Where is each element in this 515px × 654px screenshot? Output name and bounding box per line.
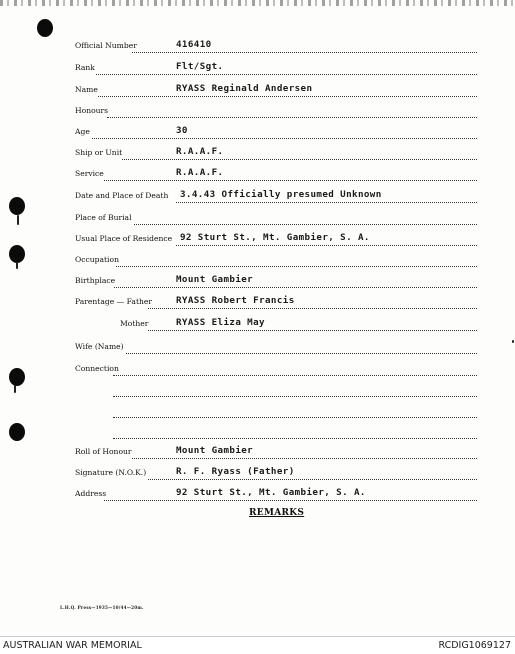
field-label: Honours bbox=[75, 106, 109, 115]
field-usual-residence bbox=[0, 231, 515, 247]
field-value: RYASS Eliza May bbox=[176, 317, 265, 328]
field-date-place-death bbox=[0, 188, 515, 204]
field-value: R.A.A.F. bbox=[176, 167, 224, 178]
field-ship-or-unit bbox=[0, 145, 515, 161]
dotted-line bbox=[126, 352, 477, 354]
field-label: Signature (N.O.K.) bbox=[75, 468, 147, 477]
field-birthplace bbox=[0, 273, 515, 289]
dotted-line bbox=[132, 51, 477, 53]
punch-hole bbox=[37, 19, 53, 37]
field-parentage-mother bbox=[0, 316, 515, 332]
dotted-line bbox=[107, 116, 477, 118]
field-rank bbox=[0, 60, 515, 76]
dotted-line bbox=[122, 158, 477, 160]
dotted-line bbox=[113, 437, 477, 439]
dotted-line bbox=[132, 457, 477, 459]
dotted-line bbox=[148, 478, 477, 480]
field-label: Parentage — Father bbox=[75, 297, 153, 306]
field-label: Connection bbox=[75, 364, 119, 373]
field-honours bbox=[0, 103, 515, 119]
field-label: Date and Place of Death bbox=[75, 191, 169, 200]
dotted-line bbox=[104, 499, 477, 501]
connection-extra-line bbox=[0, 403, 515, 419]
dotted-line bbox=[148, 307, 477, 309]
field-value: R. F. Ryass (Father) bbox=[176, 466, 295, 477]
dotted-line bbox=[148, 329, 477, 331]
dotted-line bbox=[114, 286, 477, 288]
field-label: Age bbox=[75, 127, 90, 136]
dotted-line bbox=[113, 395, 477, 397]
field-label: Official Number bbox=[75, 41, 137, 50]
remarks-heading: REMARKS bbox=[249, 508, 305, 518]
field-value: 30 bbox=[176, 125, 188, 136]
connection-extra-line bbox=[0, 382, 515, 398]
field-value: R.A.A.F. bbox=[176, 146, 224, 157]
dotted-line bbox=[176, 244, 477, 246]
field-label: Ship or Unit bbox=[75, 148, 123, 157]
field-age bbox=[0, 124, 515, 140]
field-label: Usual Place of Residence bbox=[75, 234, 173, 243]
dotted-line bbox=[113, 374, 477, 376]
field-label: Address bbox=[75, 489, 107, 498]
field-value: Mount Gambier bbox=[176, 445, 254, 456]
field-value: 92 Sturt St., Mt. Gambier, S. A. bbox=[176, 487, 366, 498]
dotted-line bbox=[96, 73, 477, 75]
field-label: Wife (Name) bbox=[75, 342, 124, 351]
field-official-number bbox=[0, 38, 515, 54]
dotted-line bbox=[104, 179, 477, 181]
dotted-line bbox=[92, 137, 477, 139]
field-address bbox=[0, 486, 515, 502]
field-label: Birthplace bbox=[75, 276, 116, 285]
field-value: 92 Sturt St., Mt. Gambier, S. A. bbox=[180, 232, 370, 243]
field-value: Flt/Sgt. bbox=[176, 61, 224, 72]
field-value: 416410 bbox=[176, 39, 212, 50]
field-label: Name bbox=[75, 85, 98, 94]
field-label: Occupation bbox=[75, 255, 119, 264]
dotted-line bbox=[116, 265, 477, 267]
printer-mark: L.H.Q. Press—1935—10/44—20m. bbox=[60, 605, 144, 610]
field-connection bbox=[0, 361, 515, 377]
field-label: Rank bbox=[75, 63, 95, 72]
field-name bbox=[0, 82, 515, 98]
field-wife bbox=[0, 339, 515, 355]
dotted-line bbox=[98, 95, 477, 97]
archive-footer bbox=[0, 636, 515, 654]
dotted-line bbox=[176, 201, 477, 203]
field-parentage-father bbox=[0, 294, 515, 310]
field-label: Service bbox=[75, 169, 104, 178]
field-value: 3.4.43 Officially presumed Unknown bbox=[180, 189, 382, 200]
record-id: RCDIG1069127 bbox=[438, 640, 511, 651]
field-value: RYASS Reginald Andersen bbox=[176, 83, 313, 94]
field-signature-nok bbox=[0, 465, 515, 481]
field-label: Roll of Honour bbox=[75, 447, 132, 456]
field-label: Mother bbox=[120, 319, 149, 328]
field-value: RYASS Robert Francis bbox=[176, 295, 295, 306]
dotted-line bbox=[134, 223, 477, 225]
dotted-line bbox=[113, 416, 477, 418]
scan-edge bbox=[0, 0, 515, 6]
field-service bbox=[0, 166, 515, 182]
field-label: Place of Burial bbox=[75, 213, 132, 222]
field-value: Mount Gambier bbox=[176, 274, 254, 285]
archive-name: AUSTRALIAN WAR MEMORIAL bbox=[3, 640, 142, 651]
field-place-of-burial bbox=[0, 210, 515, 226]
connection-extra-line bbox=[0, 424, 515, 440]
field-occupation bbox=[0, 252, 515, 268]
field-roll-of-honour bbox=[0, 444, 515, 460]
